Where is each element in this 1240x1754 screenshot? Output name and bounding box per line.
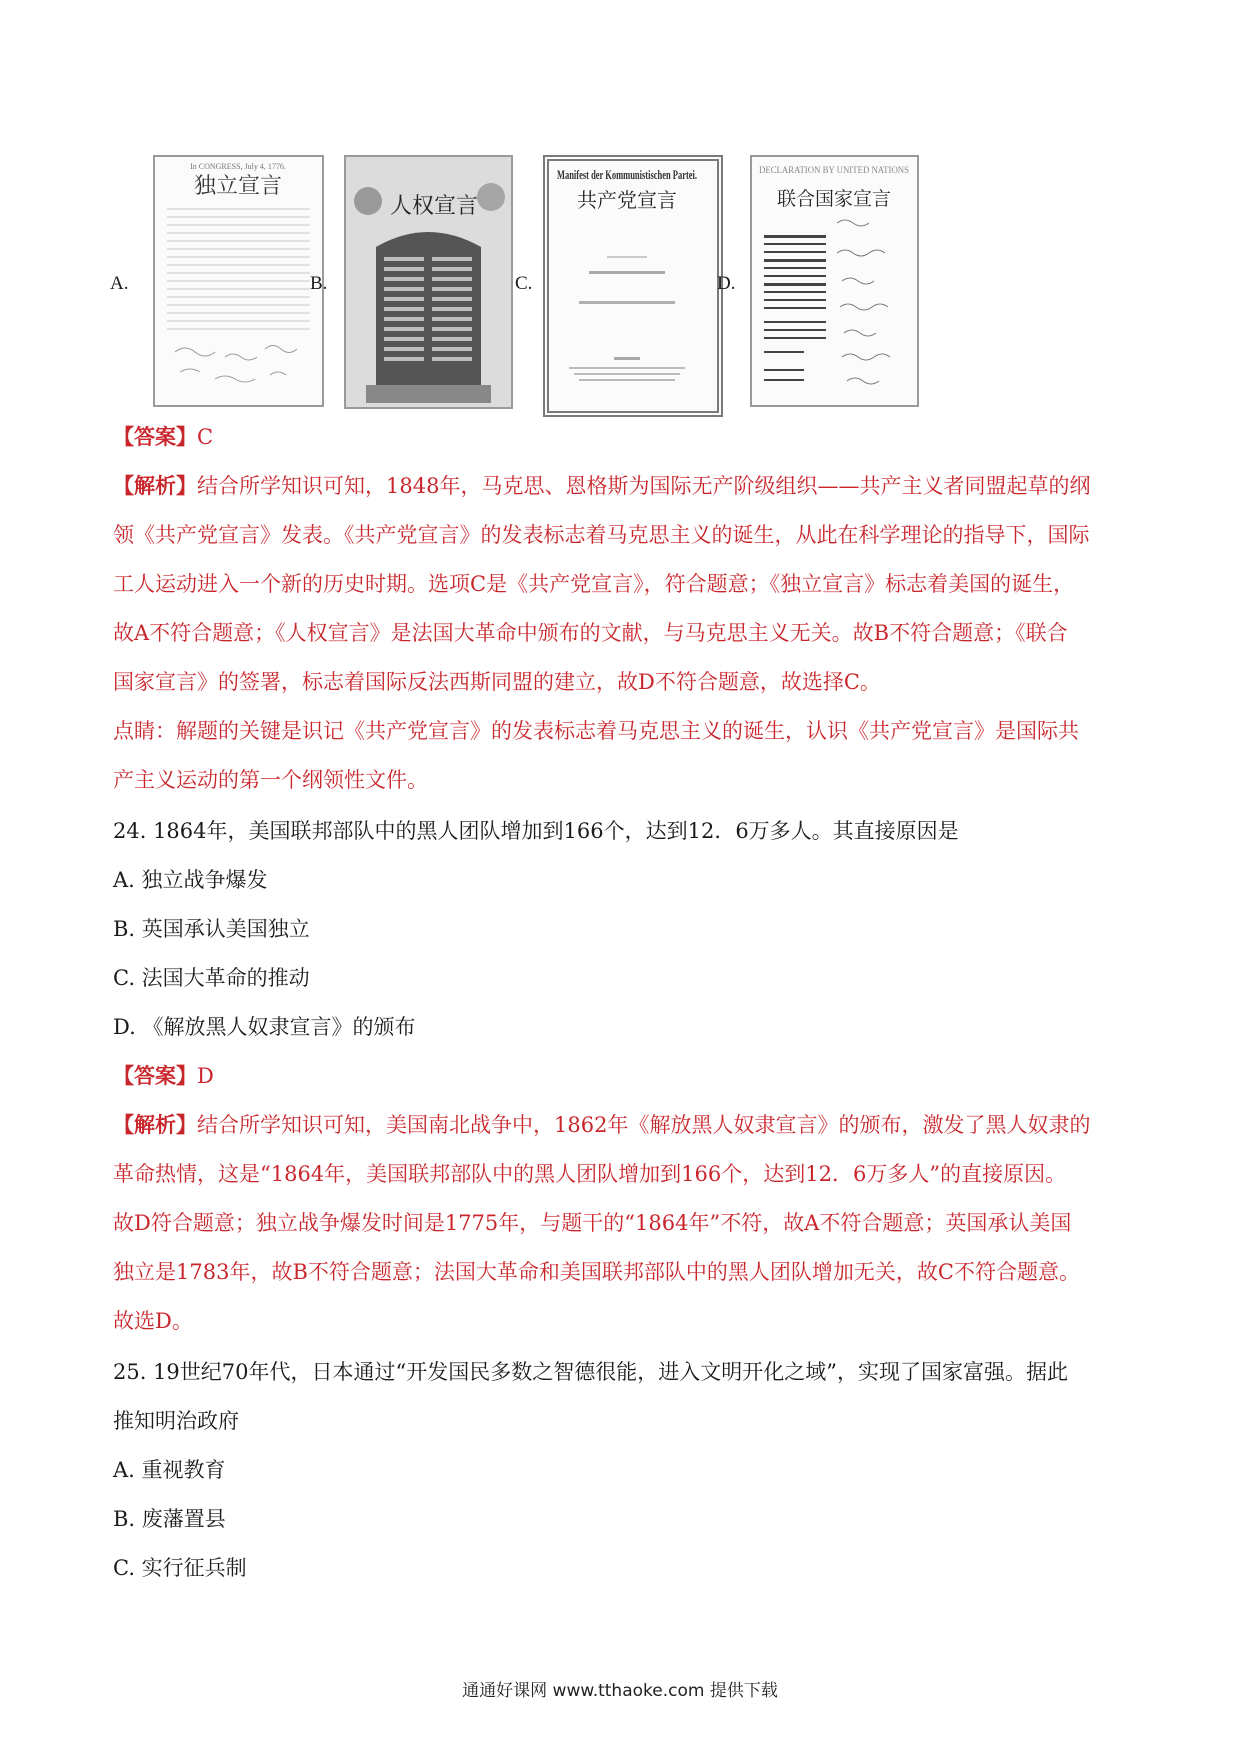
analysis-label: 【解析】 bbox=[113, 1112, 197, 1137]
q23-answer bbox=[113, 422, 213, 452]
doc-d-title: 联合国家宣言 bbox=[776, 188, 892, 210]
q24-option-a[interactable]: A. 独立战争爆发 bbox=[113, 868, 268, 892]
q24-stem: 24. 1864年，美国联邦部队中的黑人团队增加到166个，达到12．6万多人。其直接原因是 bbox=[113, 819, 959, 843]
answer-label: 【答案】 bbox=[113, 424, 197, 449]
q23-analysis-line-1: 【解析】结合所学知识可知，1848年，马克思、恩格斯为国际无产阶级组织——共产主义者同盟起草的纲 bbox=[113, 473, 1091, 498]
declaration-of-rights-of-man-image[interactable] bbox=[344, 155, 513, 409]
q24-option-c[interactable]: C. 法国大革命的推动 bbox=[113, 966, 310, 990]
q23-options-row bbox=[110, 155, 1140, 410]
q23-tip-line-2: 产主义运动的第一个纲领性文件。 bbox=[113, 768, 428, 792]
q23-tip-line-1: 点睛：解题的关键是识记《共产党宣言》的发表标志着马克思主义的诞生，认识《共产党宣言》是国际共 bbox=[113, 719, 1079, 743]
doc-c-title: 共产党宣言 bbox=[577, 188, 677, 212]
doc-a-title: 独立宣言 bbox=[193, 174, 283, 199]
q23-analysis-line-3: 工人运动进入一个新的历史时期。选项C是《共产党宣言》，符合题意；《独立宣言》标志着美国的诞生， bbox=[113, 572, 1075, 596]
q23-analysis-line-5: 国家宣言》的签署，标志着国际反法西斯同盟的建立，故D不符合题意，故选择C。 bbox=[113, 670, 881, 694]
answer-value: D bbox=[197, 1064, 214, 1088]
doc-c-subtitle: Manifest der Kommunistischen Partei. bbox=[557, 167, 697, 182]
q24-analysis-line-3: 故D符合题意；独立战争爆发时间是1775年，与题干的“1864年”不符，故A不符合题意；英国承认美国 bbox=[113, 1211, 1072, 1235]
q24-analysis-line-2: 革命热情，这是“1864年，美国联邦部队中的黑人团队增加到166个，达到12．6万多人”的直接原因。 bbox=[113, 1162, 1067, 1186]
q25-stem-line-1: 25. 19世纪70年代，日本通过“开发国民多数之智德很能，进入文明开化之域”，实现了国家富强。据此 bbox=[113, 1360, 1068, 1384]
page-footer: 通通好课网 www.tthaoke.com 提供下载 bbox=[462, 1681, 778, 1701]
option-d-letter: D. bbox=[717, 273, 736, 294]
q25-stem-line-2: 推知明治政府 bbox=[113, 1409, 239, 1433]
q24-analysis-line-1: 【解析】结合所学知识可知，美国南北战争中，1862年《解放黑人奴隶宣言》的颁布，激发了黑人奴隶的 bbox=[113, 1112, 1091, 1137]
q24-analysis-line-5: 故选D。 bbox=[113, 1309, 193, 1333]
option-a-letter: A. bbox=[110, 273, 129, 294]
q24-analysis-line-4: 独立是1783年，故B不符合题意；法国大革命和美国联邦部队中的黑人团队增加无关，故C不符合题意。 bbox=[113, 1260, 1080, 1284]
q24-option-d[interactable]: D. 《解放黑人奴隶宣言》的颁布 bbox=[113, 1015, 416, 1039]
doc-b-title: 人权宣言 bbox=[389, 194, 479, 219]
option-b-letter: B. bbox=[310, 273, 328, 294]
option-c-letter: C. bbox=[515, 273, 533, 294]
q24-option-b[interactable]: B. 英国承认美国独立 bbox=[113, 917, 310, 941]
q24-answer bbox=[113, 1061, 214, 1091]
answer-label: 【答案】 bbox=[113, 1063, 197, 1088]
q25-option-a[interactable]: A. 重视教育 bbox=[113, 1458, 226, 1482]
doc-d-subtitle: DECLARATION BY UNITED NATIONS bbox=[759, 165, 909, 175]
communist-manifesto-image[interactable] bbox=[543, 155, 723, 417]
q25-option-c[interactable]: C. 实行征兵制 bbox=[113, 1556, 247, 1580]
q25-option-b[interactable]: B. 废藩置县 bbox=[113, 1507, 226, 1531]
doc-a-subtitle: In CONGRESS, July 4, 1776. bbox=[190, 162, 286, 171]
declaration-of-independence-image[interactable] bbox=[153, 155, 324, 407]
q23-analysis-line-4: 故A不符合题意；《人权宣言》是法国大革命中颁布的文献，与马克思主义无关。故B不符合题意；《联合 bbox=[113, 621, 1068, 645]
declaration-by-united-nations-image[interactable] bbox=[750, 155, 919, 407]
answer-value: C bbox=[197, 425, 214, 449]
q23-analysis-line-2: 领《共产党宣言》发表。《共产党宣言》的发表标志着马克思主义的诞生，从此在科学理论的指导下，国际 bbox=[113, 523, 1090, 547]
analysis-label: 【解析】 bbox=[113, 473, 197, 498]
